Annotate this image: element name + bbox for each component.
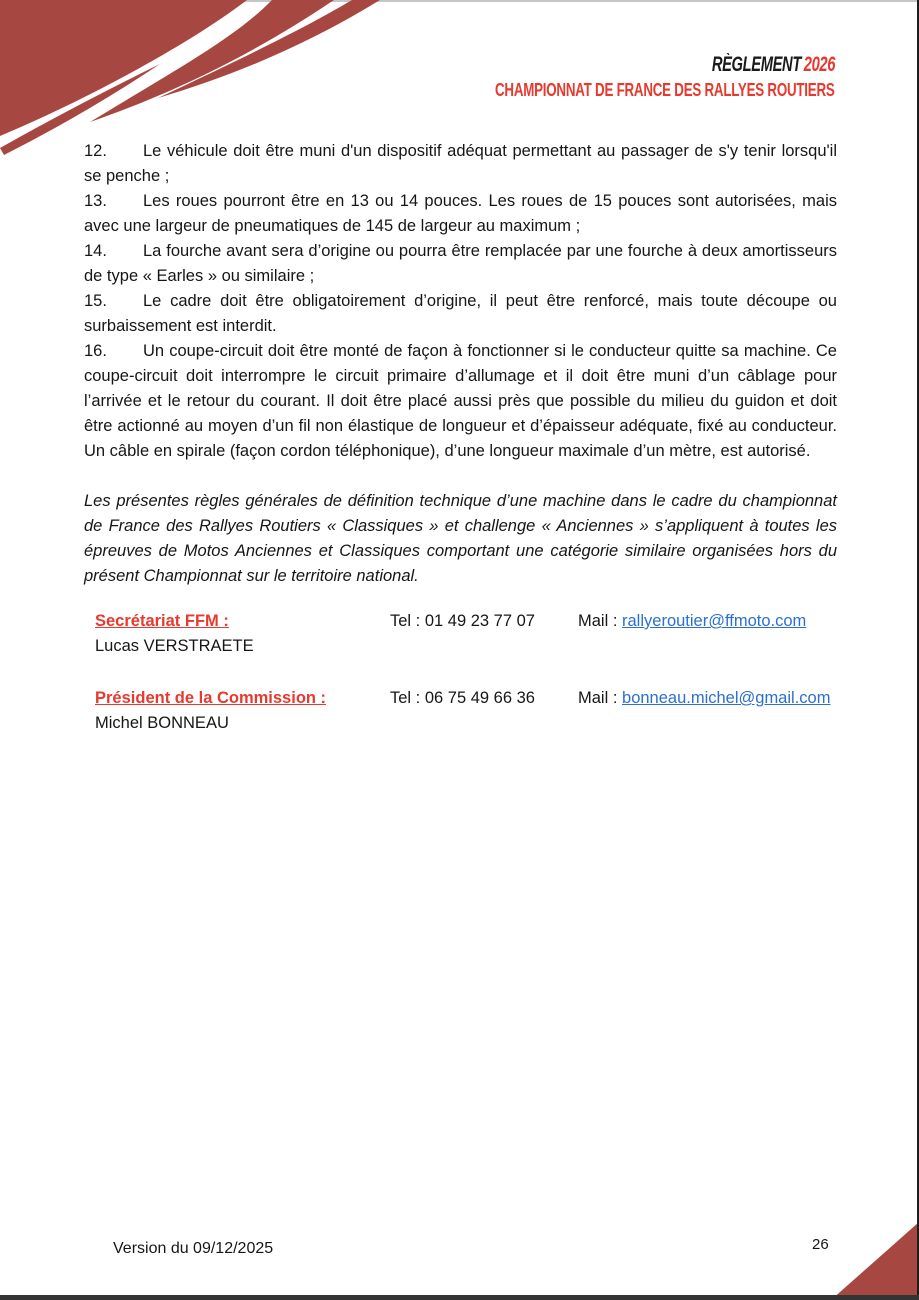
- document-header: [363, 53, 835, 101]
- rule-item-16: [84, 339, 837, 464]
- rule-text: Un coupe-circuit doit être monté de façon à fonctionner si le conducteur quitte sa machine. Ce coupe-circuit doit interrompre le circuit primaire d’allumage et il doit être muni d’un câblage pour l’arrivée et le retour du courant. Il doit être placé aussi près que possible du milieu du guidon et doit être actionné au moyen d’un fil non élastique de longueur et d’épaisseur adéquate, fixé au conducteur. Un câble en spirale (façon cordon téléphonique), d’une longueur maximale d’un mètre, est autorisé.: [84, 342, 837, 460]
- mail-label: Mail :: [578, 689, 623, 707]
- page-content: [84, 139, 837, 736]
- header-subtitle: CHAMPIONNAT DE FRANCE DES RALLYES ROUTIERS: [495, 79, 835, 100]
- footer-page-number: 26: [812, 1236, 829, 1253]
- rule-text: La fourche avant sera d’origine ou pourra être remplacée par une fourche à deux amortisseurs de type « Earles » ou similaire ;: [84, 242, 837, 285]
- contacts-section: [84, 609, 837, 736]
- rule-number: 14.: [84, 242, 107, 260]
- rule-number: 15.: [84, 292, 107, 310]
- header-title-text: RÈGLEMENT: [711, 53, 801, 76]
- contact-president: [95, 686, 837, 736]
- page-bottom-bar: [0, 1295, 919, 1300]
- contact-tel: Tel : 01 49 23 77 07: [390, 612, 535, 630]
- rule-number: 13.: [84, 192, 107, 210]
- footer-version-date: Version du 09/12/2025: [113, 1240, 274, 1257]
- rule-item-12: [84, 139, 837, 189]
- contact-role: Secrétariat FFM :: [95, 612, 229, 630]
- mail-label: Mail :: [578, 612, 623, 630]
- rule-item-14: [84, 239, 837, 289]
- rule-text: Les roues pourront être en 13 ou 14 pouces. Les roues de 15 pouces sont autorisées, mais avec une largeur de pneumatiques de 145 de largeur au maximum ;: [84, 192, 837, 235]
- rule-text: Le cadre doit être obligatoirement d’origine, il peut être renforcé, mais toute découpe ou surbaissement est interdit.: [84, 292, 837, 335]
- contact-role: Président de la Commission :: [95, 689, 327, 707]
- contact-secretariat: [95, 609, 837, 659]
- header-title: [363, 53, 835, 77]
- rule-item-15: [84, 289, 837, 339]
- rule-number: 16.: [84, 342, 107, 360]
- header-title-year: 2026: [803, 53, 835, 76]
- general-note: Les présentes règles générales de définition technique d’une machine dans le cadre du championnat de France des Rallyes Routiers « Classiques » et challenge « Anciennes » s’appliquent à toutes les épreuves de Motos Anciennes et Classiques comportant une catégorie similaire organisées hors du présent Championnat sur le territoire national.: [84, 492, 837, 585]
- rule-text: Le véhicule doit être muni d'un dispositif adéquat permettant au passager de s'y tenir lorsqu'il se penche ;: [84, 142, 837, 185]
- contact-mail: [578, 686, 837, 711]
- mail-link-secretariat[interactable]: rallyeroutier@ffmoto.com: [622, 612, 807, 630]
- contact-name: Michel BONNEAU: [95, 714, 229, 732]
- rule-item-13: [84, 189, 837, 239]
- contact-tel: Tel : 06 75 49 66 36: [390, 689, 535, 707]
- mail-link-president[interactable]: bonneau.michel@gmail.com: [622, 689, 831, 707]
- rule-number: 12.: [84, 142, 107, 160]
- contact-identity: [95, 686, 390, 736]
- corner-triangle-graphic: [831, 1220, 919, 1300]
- contact-mail: [578, 609, 837, 634]
- contact-identity: [95, 609, 390, 659]
- contact-name: Lucas VERSTRAETE: [95, 637, 254, 655]
